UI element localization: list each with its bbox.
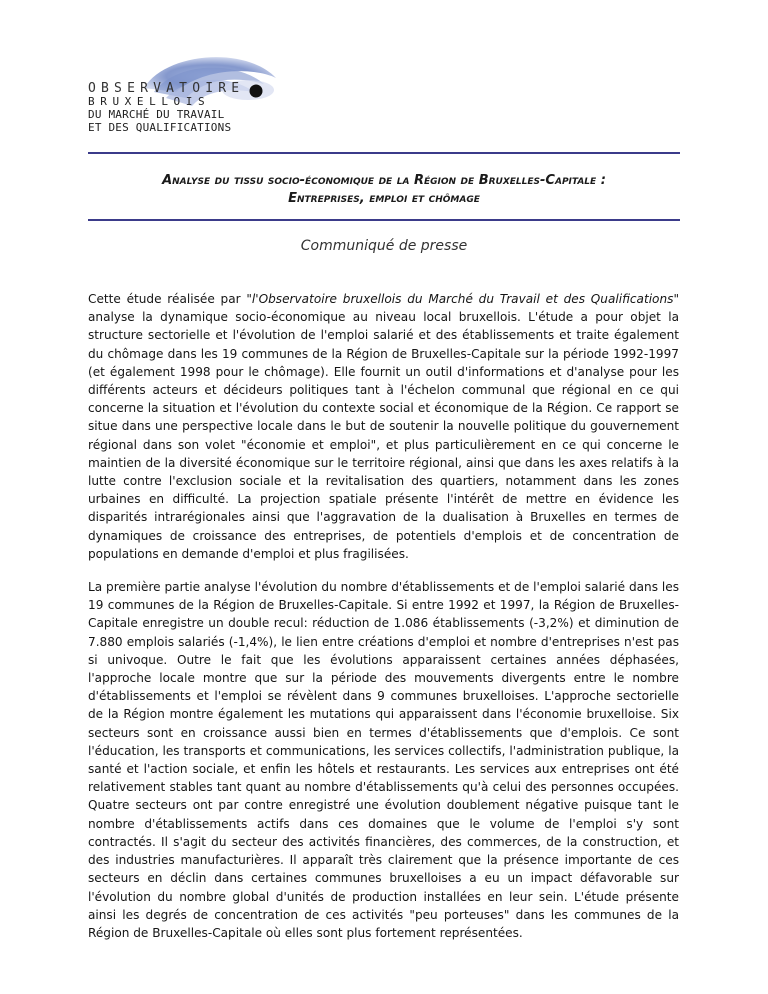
paragraph-2: La première partie analyse l'évolution du nombre d'établissements et de l'emploi salarié dans les 19 communes de la Région de Bruxelles-Capitale. Si entre 1992 et 1997, la Région de Bruxelles-Capitale enregistre un double recul: réduction de 1.086 établissements (-3,2%) et diminution de 7.880 emplois salariés (-1,4%), le lien entre créations d'emploi et nombre d'entreprises n'est pas si univoque. Outre le fait que les évolutions apparaissent certaines années déphasées, l'approche locale montre que sur la période des mouvements divergents entre le nombre d'établissements et l'emploi se révèlent dans 9 communes bruxelloises. L'approche sectorielle de la Région montre également les mutations qui apparaissent dans l'économie bruxelloise. Six secteurs sont en croissance aussi bien en termes d'établissements que d'emplois. Ce sont l'éducation, les transports et communications, les services collectifs, l'administration publique, la santé et l'action sociale, et enfin les hôtels et restaurants. Les services aux entreprises ont été relativement stables tant quant au nombre d'établissements qu'à celui des personnes occupées. Quatre secteurs ont par contre enregistré une évolution doublement négative puisque tant le nombre d'établissements actifs dans ces domaines que le volume de l'emploi s'y sont contractés. Il s'agit du secteur des activités financières, des commerces, de la construction, et des industries manufacturières. Il apparaît très clairement que la présence importante de ces secteurs en déclin dans certaines communes bruxelloises a eu un impact défavorable sur l'évolution du nombre global d'unités de production installées en leur sein. L'étude présente ainsi les degrés de concentration de ces activités "peu porteuses" dans les communes de la Région de Bruxelles-Capitale où elles sont plus fortement représentées. — [88, 580, 679, 940]
press-release-label: Communiqué de presse — [300, 238, 468, 254]
document-body — [88, 290, 679, 957]
header-bottom-rule — [88, 219, 680, 221]
title-line-1 — [88, 172, 680, 190]
p1-organisation: l'Observatoire bruxellois du Marché du Travail et des Qualifications — [251, 292, 674, 306]
paragraph-1 — [88, 290, 679, 563]
p1-rest: " analyse la dynamique socio-économique au niveau local bruxellois. L'étude a pour objet la structure sectorielle et l'évolution de l'emploi salarié et des établissements et traite également du chômage dans les 19 communes de la Région de Bruxelles-Capitale sur la période 1992-1997 (et également 1998 pour le chômage). Elle fournit un outil d'informations et d'analyse pour les différents acteurs et décideurs politiques tant à l'échelon communal que régional en ce qui concerne la situation et l'évolution du contexte social et économique de la Région. Ce rapport se situe dans une perspective locale dans le but de soutenir la nouvelle politique du gouvernement régional dans son volet "économie et emploi", et plus particulièrement en ce qui concerne le maintien de la diversité économique sur le territoire régional, ainsi que dans les axes relatifs à la lutte contre l'exclusion sociale et la revitalisation des quartiers, notamment dans les zones urbaines en difficulté. La projection spatiale présente l'intérêt de mettre en évidence les disparités intrarégionales ainsi que l'aggravation de la dualisation à Bruxelles en termes de dynamiques de croissance des entreprises, de potentiels d'emplois et de concentration de populations en demande d'emploi et plus fragilisées. — [88, 292, 680, 561]
title-line-2 — [88, 190, 680, 208]
p1-lead: Cette étude réalisée par " — [88, 292, 252, 306]
title-text-2: Entreprises, emploi et chômage — [288, 191, 480, 206]
logo-title: OBSERVATOIRE — [88, 81, 245, 96]
logo-line-3: DU MARCHÉ DU TRAVAIL — [88, 108, 225, 121]
title-text-1: Analyse du tissu socio-économique de la Région de Bruxelles-Capitale : — [162, 173, 606, 188]
logo-subtitle: BRUXELLOIS — [88, 95, 211, 108]
observatoire-logo — [88, 48, 288, 138]
document-title — [88, 172, 680, 208]
header-top-rule — [88, 152, 680, 154]
logo-line-4: ET DES QUALIFICATIONS — [88, 121, 232, 134]
